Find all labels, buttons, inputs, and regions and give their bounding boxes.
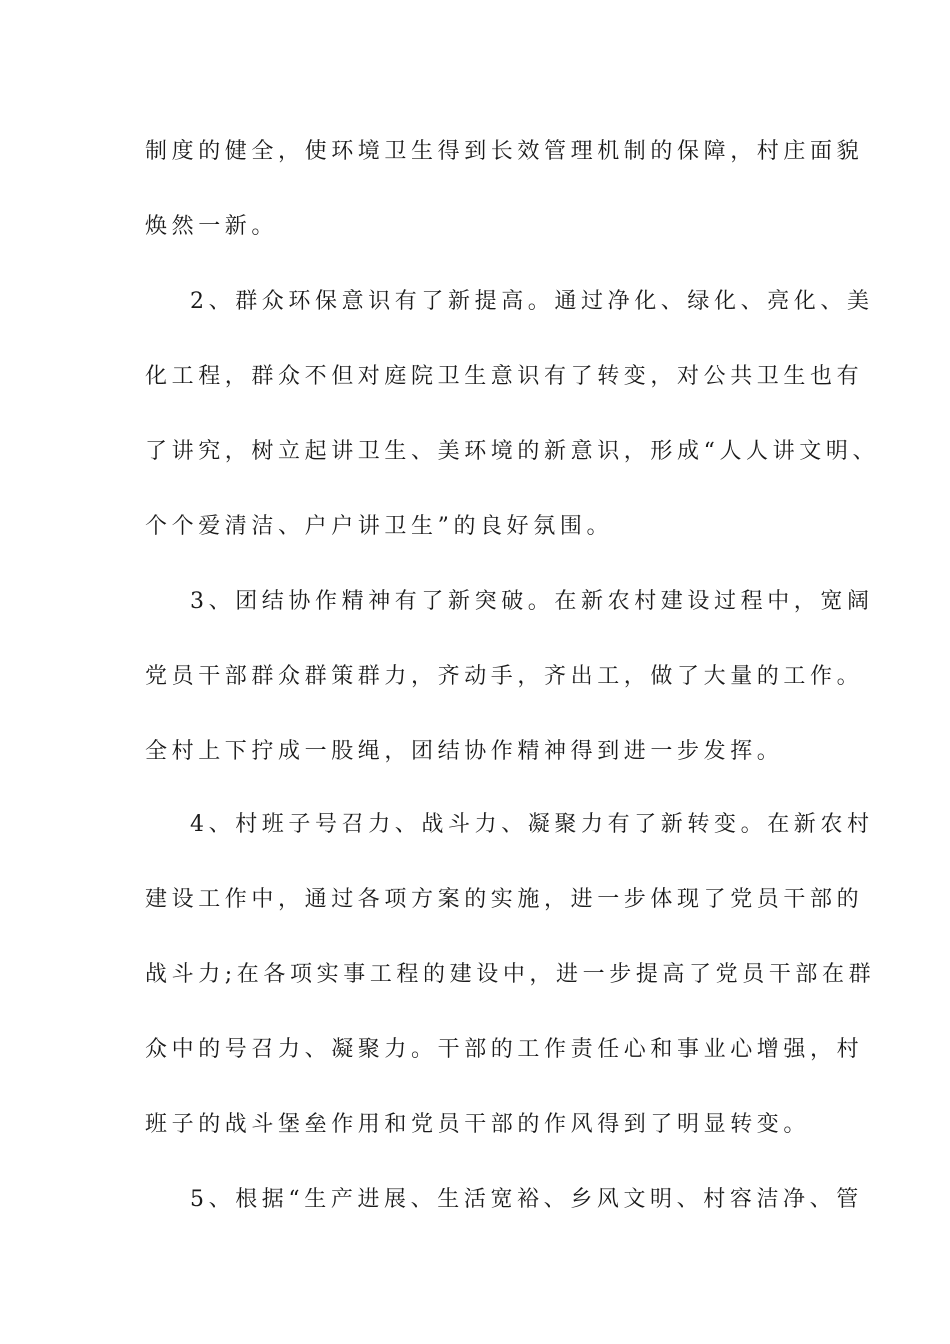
text-line: 战斗力;在各项实事工程的建设中，进一步提高了党员干部在群 — [145, 962, 876, 987]
text-line: 制度的健全，使环境卫生得到长效管理机制的保障，村庄面貌 — [145, 139, 864, 164]
text-line: 全村上下拧成一股绳，团结协作精神得到进一步发挥。 — [145, 739, 784, 764]
text-line: 个个爱清洁、户户讲卫生”的良好氛围。 — [145, 514, 614, 539]
text-line: 化工程，群众不但对庭院卫生意识有了转变，对公共卫生也有 — [145, 364, 864, 389]
text-line: 建设工作中，通过各项方案的实施，进一步体现了党员干部的 — [145, 887, 864, 912]
paragraph-4-start: 4、村班子号召力、战斗力、凝聚力有了新转变。在新农村 — [190, 812, 874, 837]
text-line: 党员干部群众群策群力，齐动手，齐出工，做了大量的工作。 — [145, 664, 864, 689]
paragraph-3-start: 3、团结协作精神有了新突破。在新农村建设过程中，宽阔 — [190, 589, 874, 614]
text-line: 班子的战斗堡垒作用和党员干部的作风得到了明显转变。 — [145, 1112, 811, 1137]
text-line: 焕然一新。 — [145, 214, 279, 239]
paragraph-5-start: 5、根据“生产进展、生活宽裕、乡风文明、村容洁净、管 — [190, 1187, 863, 1212]
text-line: 众中的号召力、凝聚力。干部的工作责任心和事业心增强，村 — [145, 1037, 864, 1062]
paragraph-2-start: 2、群众环保意识有了新提高。通过净化、绿化、亮化、美 — [190, 289, 874, 314]
text-line: 了讲究，树立起讲卫生、美环境的新意识，形成“人人讲文明、 — [145, 439, 880, 464]
